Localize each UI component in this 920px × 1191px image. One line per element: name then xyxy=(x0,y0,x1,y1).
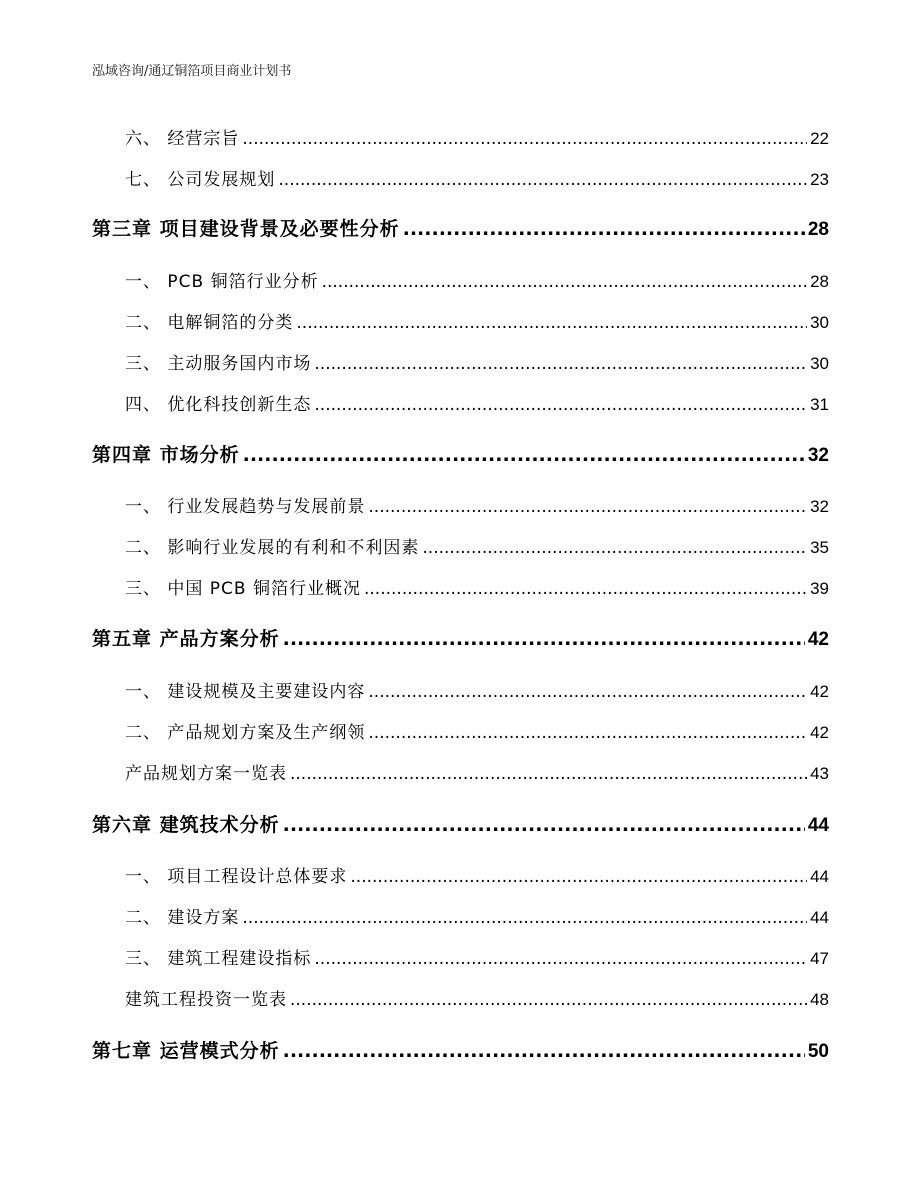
toc-dot-leader xyxy=(283,814,805,836)
toc-entry-page: 32 xyxy=(807,445,829,466)
toc-entry-page: 39 xyxy=(810,579,829,598)
toc-dot-leader xyxy=(290,990,807,1010)
toc-dot-leader xyxy=(322,272,807,292)
toc-entry[interactable] xyxy=(125,759,829,784)
toc-dot-leader xyxy=(296,313,807,333)
toc-dot-leader xyxy=(290,764,807,784)
toc-entry-page: 35 xyxy=(810,538,829,557)
toc-entry[interactable] xyxy=(125,492,829,517)
toc-entry-label: 第七章 运营模式分析 xyxy=(92,1040,280,1062)
toc-entry[interactable] xyxy=(125,718,829,743)
toc-chapter-entry[interactable] xyxy=(92,440,829,467)
toc-entry-label: 一、 项目工程设计总体要求 xyxy=(125,867,348,887)
toc-entry-label: 产品规划方案一览表 xyxy=(125,764,287,784)
toc-entry-page: 32 xyxy=(810,497,829,516)
toc-entry[interactable] xyxy=(125,533,829,558)
toc-entry-label: 第四章 市场分析 xyxy=(92,444,240,466)
toc-dot-leader xyxy=(364,579,807,599)
toc-entry-page: 50 xyxy=(807,1041,829,1062)
toc-chapter-entry[interactable] xyxy=(92,624,829,651)
toc-dot-leader xyxy=(368,723,807,743)
toc-entry-page: 42 xyxy=(810,723,829,742)
toc-entry[interactable] xyxy=(125,862,829,887)
toc-dot-leader xyxy=(283,1040,805,1062)
toc-entry[interactable] xyxy=(125,985,829,1010)
toc-entry-label: 七、 公司发展规划 xyxy=(125,170,276,190)
toc-entry[interactable] xyxy=(125,677,829,702)
toc-entry-page: 30 xyxy=(810,354,829,373)
toc-entry-label: 一、 建设规模及主要建设内容 xyxy=(125,682,366,702)
toc-dot-leader xyxy=(422,538,807,558)
toc-entry[interactable] xyxy=(125,124,829,149)
toc-dot-leader xyxy=(368,497,807,517)
toc-entry[interactable] xyxy=(125,349,829,374)
toc-entry-page: 28 xyxy=(810,272,829,291)
toc-dot-leader xyxy=(278,170,807,190)
toc-dot-leader xyxy=(403,218,805,240)
toc-entry-page: 48 xyxy=(810,990,829,1009)
toc-entry[interactable] xyxy=(125,944,829,969)
toc-entry[interactable] xyxy=(125,390,829,415)
toc-chapter-entry[interactable] xyxy=(92,810,829,837)
toc-entry-label: 二、 电解铜箔的分类 xyxy=(125,313,294,333)
toc-entry-label: 建筑工程投资一览表 xyxy=(125,990,287,1010)
toc-entry-page: 44 xyxy=(807,815,829,836)
toc-dot-leader xyxy=(314,949,807,969)
toc-entry-label: 一、 PCB 铜箔行业分析 xyxy=(125,272,319,292)
toc-entry[interactable] xyxy=(125,165,829,190)
toc-entry-label: 二、 影响行业发展的有利和不利因素 xyxy=(125,538,420,558)
toc-entry-page: 23 xyxy=(810,170,829,189)
toc-dot-leader xyxy=(314,354,807,374)
toc-entry[interactable] xyxy=(125,308,829,333)
toc-entry-page: 43 xyxy=(810,764,829,783)
toc-dot-leader xyxy=(368,682,807,702)
toc-dot-leader xyxy=(242,908,807,928)
toc-entry-page: 44 xyxy=(810,908,829,927)
toc-entry-label: 第六章 建筑技术分析 xyxy=(92,814,280,836)
toc-entry-page: 44 xyxy=(810,867,829,886)
toc-entry-label: 四、 优化科技创新生态 xyxy=(125,395,312,415)
toc-entry-label: 一、 行业发展趋势与发展前景 xyxy=(125,497,366,517)
toc-dot-leader xyxy=(283,628,805,650)
toc-entry-label: 三、 建筑工程建设指标 xyxy=(125,949,312,969)
toc-entry-page: 42 xyxy=(807,629,829,650)
toc-entry[interactable] xyxy=(125,903,829,928)
toc-entry-label: 第五章 产品方案分析 xyxy=(92,628,280,650)
toc-dot-leader xyxy=(243,444,805,466)
toc-entry[interactable] xyxy=(125,574,829,599)
toc-dot-leader xyxy=(350,867,807,887)
toc-entry-page: 42 xyxy=(810,682,829,701)
toc-chapter-entry[interactable] xyxy=(92,1036,829,1063)
toc-entry-label: 六、 经营宗旨 xyxy=(125,129,240,149)
toc-entry-page: 22 xyxy=(810,129,829,148)
toc-entry-page: 30 xyxy=(810,313,829,332)
toc-entry[interactable] xyxy=(125,267,829,292)
toc-entry-label: 二、 产品规划方案及生产纲领 xyxy=(125,723,366,743)
toc-entry-label: 三、 中国 PCB 铜箔行业概况 xyxy=(125,579,361,599)
toc-entry-page: 28 xyxy=(807,219,829,240)
toc-chapter-entry[interactable] xyxy=(92,214,829,241)
toc-entry-page: 47 xyxy=(810,949,829,968)
toc-entry-page: 31 xyxy=(810,395,829,414)
toc-dot-leader xyxy=(314,395,807,415)
toc-dot-leader xyxy=(242,129,807,149)
page-header: 泓域咨询/通辽铜箔项目商业计划书 xyxy=(92,64,292,79)
toc-entry-label: 第三章 项目建设背景及必要性分析 xyxy=(92,218,400,240)
toc-entry-label: 三、 主动服务国内市场 xyxy=(125,354,312,374)
toc-entry-label: 二、 建设方案 xyxy=(125,908,240,928)
